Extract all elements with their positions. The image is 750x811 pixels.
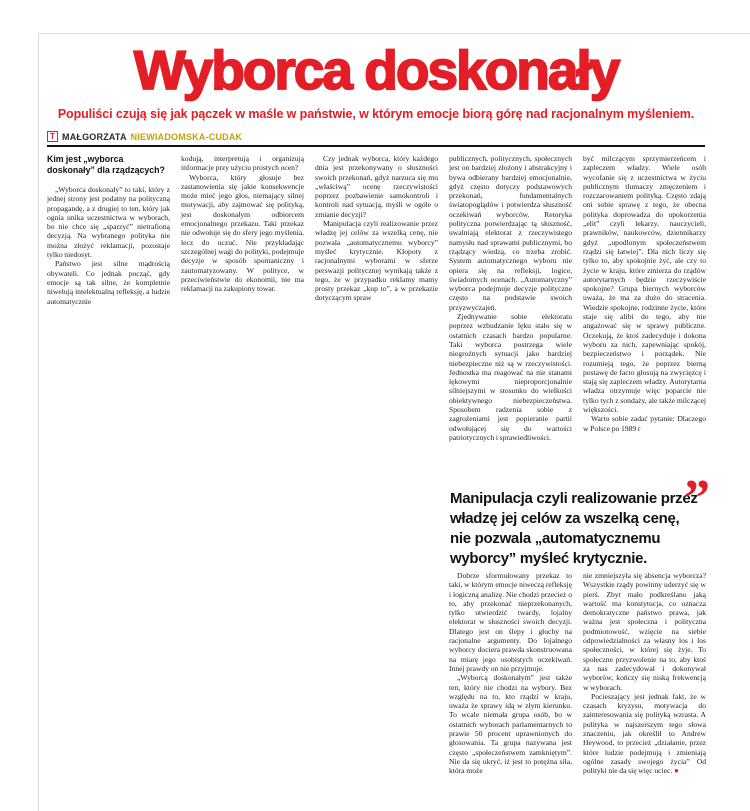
intro-question-heading: Kim jest „wyborca doskonały” dla rządzących? (47, 154, 165, 175)
quote-mark-icon: ” (684, 470, 710, 527)
body-paragraph: Państwo jest silne mądrością obywateli. Co jednak począć, gdy emocje są tak silne, że kompletnie niwelują intelektualną refleksję, a ludzie automatycznie (47, 259, 170, 306)
article-column-4 (449, 154, 572, 442)
body-paragraph: „Wyborcą doskonałym” jest także ten, który nie chodzi na wybory. Bez względu na to, kto rządzi w kraju, uważa że sprawy idą w złym kierunku. To wcale niemała grupa osób, bo w ostatnich wyborach parlamentarnych to prawie 50 procent uprawnionych do głosowania. Ta grupa nazywana jest często „społeczeństwem zamkniętym”. Nie da się ukryć, iż jest to potężna siła, która może (449, 673, 572, 776)
pull-quote-text: Manipulacja czyli realizowanie przez władzę jej celów za wszelką cenę, nie pozwala „automatycznemu wyborcy” myśleć krytycznie. (450, 490, 698, 567)
paragraph-text: Pocieszający jest jednak fakt, że w czasach kryzysu, motywacja do zainteresowania się polityką wzrasta. A polityka w najszerszym tego słowa znaczeniu, jak określił to Andrew Heywood, to przecież „działanie, przez które ludzie podejmują i zmieniają ogólne zasady swojego życia” Od polityki nie da się więc uciec. (583, 691, 706, 776)
author-surname: NIEWIADOMSKA-CUDAK (130, 131, 243, 142)
article-column-3 (315, 154, 438, 303)
body-paragraph (583, 692, 706, 776)
body-paragraph: Czy jednak wyborca, który każdego dnia jest przekonywany o słuszności swoich przekonań, gdyż narzuca się mu „właściwą” ocenę rzeczywistości poprzez pozbawienie samokontroli i kontroli nad sytuacją, myśli w ogóle o zmianie decyzji? (315, 154, 438, 219)
end-of-article-dot: ● (673, 766, 679, 776)
body-paragraph: Manipulacja czyli realizowanie przez władzę jej celów za wszelką cenę, nie pozwala „automatycznemu wyborcy” myśleć krytycznie. Kłopoty z racjonalnymi wyborami w sferze perswazji politycznej wynikają także z tego, że w przypadku reklamy mamy prosty przekaz „kup to”, a w przekazie dotyczącym spraw (315, 219, 438, 303)
article-column-2 (181, 154, 304, 293)
body-paragraph: nie zmniejszyła się absencja wyborcza? Wszystkie rządy powinny uderzyć się w pierś. Zbyt mało podkreślano jaką wartość ma konstytucja, co oznacza demokratyczne państwo prawa, jak ważna jest społeczna i polityczna podmiotowość, wzięcie na siebie odpowiedzialności za własny los i los społeczności, w której się żyje. To społeczne przyzwolenie na to, aby ktoś za nas zadecydował i dokonywał wyborów, kończy się niską frekwencją w wyborach. (583, 571, 706, 692)
body-paragraph: „Wyborca doskonały” to taki, który z jednej strony jest podatny na polityczną propagandę, a z drugiej to ten, który jak ognia unika uczestnictwa w wyborach, bo nie chce się „sparzyć” nietrafioną decyzją. Na wybranego polityka nie można złożyć reklamacji, pozostaje tylko niedosyt. (47, 185, 170, 260)
article-bottom-column-2 (583, 571, 706, 776)
author-first-name: MAŁGORZATA (62, 131, 127, 142)
page-edge-line-top (38, 33, 750, 34)
pull-quote (450, 470, 710, 569)
article-column-1 (47, 154, 170, 306)
article-bottom-column-1 (449, 571, 572, 776)
body-paragraph: kodują, interpretują i organizują informacje przy użyciu prostych ocen? (181, 154, 304, 173)
article-column-5 (583, 154, 706, 433)
body-paragraph: być milczącym sprzymierzeńcem i zapleczem władzy. Wiele osób wycofanie się z uczestnictwa w życiu publicznym tłumaczy zmęczeniem i rozczarowaniem polityką. Często zdają oni sobie sprawę z tego, że obecna polityka doprowadza do upokorzenia „elit” czyli lekarzy, nauczycieli, prawników, naukowców, dziennikarzy gdyż „upodlonym społeczeństwem rządzi się łatwiej”. Dla nich liczy się tylko to, aby spokojnie żyć, ale czy to życie w kraju, które zmierza do rządów autorytarnych będzie rzeczywiście spokojne? Grupa biernych wyborców uważa, że ma za dużo do stracenia. Wiedzie spokojne, rodzinne życie, które staje się alibi do tego, aby nie angażować się w sprawy publiczne. Oczekują, że ktoś zadecyduje i dokona wyboru za nich, zapewniając spokój, bezpieczeństwo i porządek. Nie rozumieją tego, że poprzez bierną postawę de facto głosują na zwycięzcę i stają się zapleczem władzy. Autorytarna władza otrzymuje więc poparcie nie tylko tych z sondaży, ale także milczącej większości. (583, 154, 706, 415)
divider-rule (47, 145, 705, 147)
byline (47, 131, 242, 142)
page-edge-line-left (38, 33, 39, 811)
body-paragraph: Dobrze sformułowany przekaz to taki, w którym emocje niweczą refleksję i logiczną analizę. Nie chodzi przecież o to, aby przekonać nieprzekonanych, tylko utwierdzić twardy, lojalny elektorat w słuszności swoich decyzji. Dlatego jest on ślepy i głuchy na racjonalne argumenty. Do lojalnego wyborcy dociera prawda skonstruowana na miarę jego osobistych oczekiwań. Innej prawdy on nie przyjmuje. (449, 571, 572, 673)
body-paragraph: Zjednywanie sobie elektoratu poprzez wzbudzanie lęku stało się w ostatnich czasach bardzo popularne. Taki wyborca postrzega wiele niegroźnych sytuacji jako bardziej niebezpieczne niż są w rzeczywistości. Jednostka ma reagować na nie stanami lękowymi nieproporcjonalnie silniejszymi w stosunku do wielkości obiektywnego niebezpieczeństwa. Sposobem radzenia sobie z zagrożeniami jest popieranie partii odwołującej się do wartości patriotycznych i sprawiedliwości. (449, 312, 572, 442)
lead-paragraph: Populiści czują się jak pączek w maśle w państwie, w którym emocje biorą górę nad racjonalnym myśleniem. (57, 107, 695, 121)
page-title: Wyborca doskonały (133, 39, 619, 101)
body-paragraph: Wyborca, który głosuje bez zastanowienia się jakie konsekwencje może mieć jego głos, niemający silnej motywacji, aby zajmować się polityką, jest doskonałym odbiorcem emocjonalnego przekazu. Taki przekaz nie odwołuje się do sfery jego myślenia, lecz do uczuć. Nie przykładając szczególnej wagi do polityki, podejmuje decyzje w sposób spontaniczny i zautomatyzowany. W polityce, w przeciwieństwie do ekonomii, nie ma reklamacji na zakupiony towar. (181, 172, 304, 294)
body-paragraph: Warto sobie zadać pytanie: Dlaczego w Polsce po 1989 r (583, 414, 706, 433)
body-paragraph: publicznych, politycznych, społecznych jest on bardziej złożony i abstrakcyjny i bywa odbierany bardziej emocjonalnie, gdyż często dotyczy podstawowych przekonań, fundamentalnych światopoglądów i potwierdza słuszność oczekiwań wyborców. Retoryka polityczna potwierdzając tą słuszność, uwalniają elektorat z rzeczywistego namysłu nad sprawami publicznymi, bo rządzący wiedzą, co trzeba zrobić. System automatycznego wyboru nie opiera się na refleksji, logice, świadomych ocenach. „Automatyczny” wyborca podejmuje decyzje polityczne często na podstawie swoich przyzwyczajeń. (449, 154, 572, 312)
publication-logo-icon: T (47, 131, 58, 142)
